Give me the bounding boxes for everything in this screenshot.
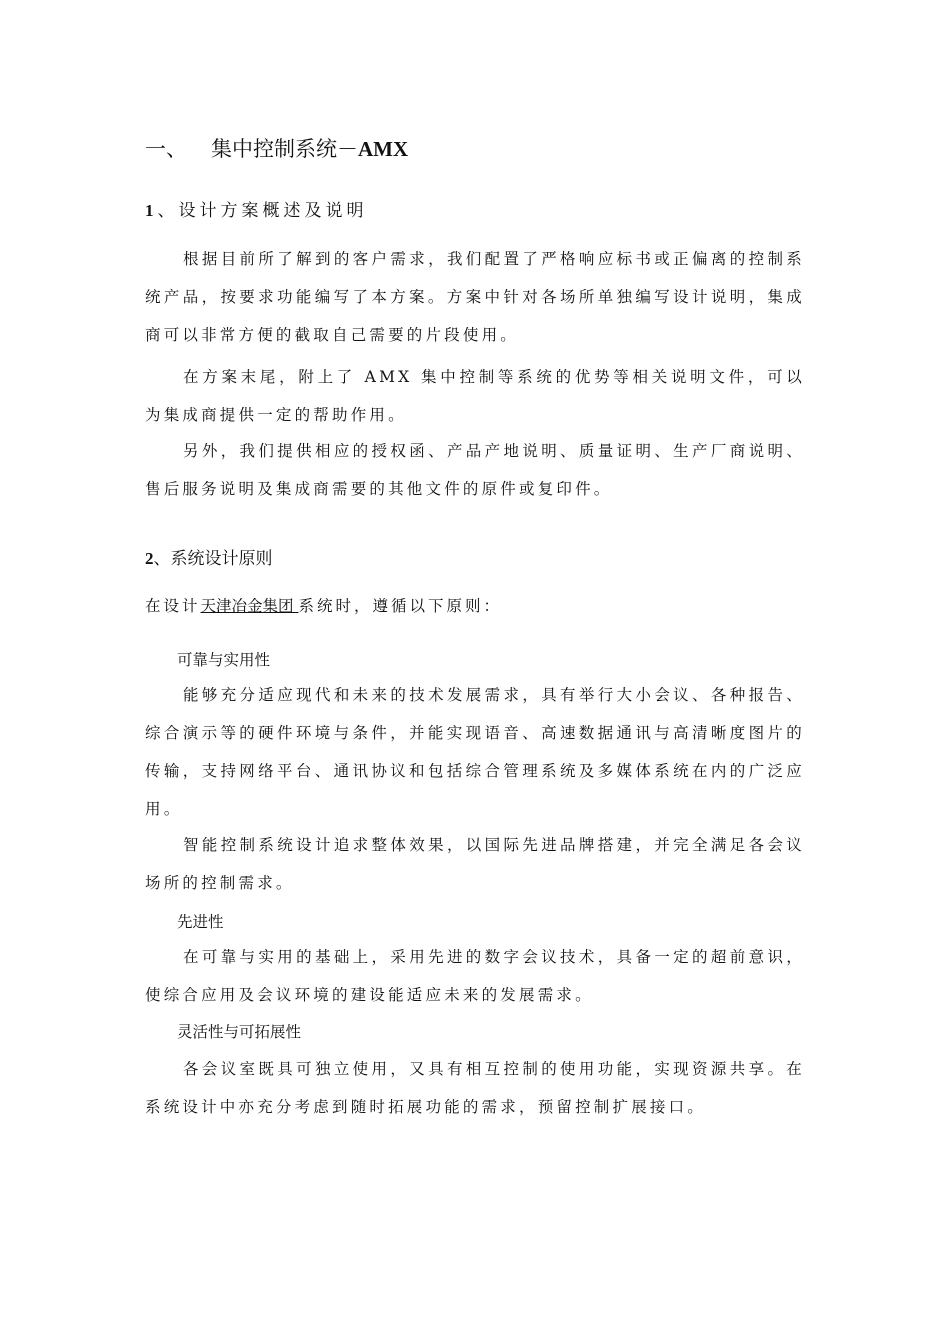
principle-paragraph: 智能控制系统设计追求整体效果，以国际先进品牌搭建，并完全满足各会议场所的控制需求。 <box>145 836 805 892</box>
section-1-paragraph: 在方案末尾，附上了 AMX 集中控制等系统的优势等相关说明文件，可以为集成商提供一定的帮助作用。 <box>145 368 805 424</box>
heading-1-title: 集中控制系统－ <box>211 137 358 161</box>
section-2-title: 、系统设计原则 <box>153 549 273 569</box>
principle-title: 先进性 <box>177 913 224 931</box>
principle-paragraph: 各会议室既具可独立使用，又具有相互控制的使用功能，实现资源共享。在系统设计中亦充分考虑到随时拓展功能的需求，预留控制扩展接口。 <box>145 1060 805 1116</box>
heading-1-title-bold: AMX <box>358 137 409 161</box>
heading-1-number: 一、 <box>145 137 187 161</box>
section-2-intro <box>145 594 502 616</box>
section-1-heading <box>145 196 368 221</box>
principle-title: 可靠与实用性 <box>177 651 271 669</box>
principle-paragraph: 在可靠与实用的基础上，采用先进的数字会议技术，具备一定的超前意识，使综合应用及会议环境的建设能适应未来的发展需求。 <box>145 948 805 1004</box>
section-1-number: 1 <box>145 201 158 220</box>
intro-suffix: 系统时，遵循以下原则： <box>298 597 502 615</box>
heading-1 <box>145 133 408 163</box>
intro-prefix: 在设计 <box>145 597 201 615</box>
principle-paragraph: 能够充分适应现代和未来的技术发展需求，具有举行大小会议、各种报告、综合演示等的硬件环境与条件，并能实现语音、高速数据通讯与高清晰度图片的传输，支持网络平台、通讯协议和包括综合管理系统及多媒体系统在内的广泛应用。 <box>145 686 805 818</box>
principle-title: 灵活性与可拓展性 <box>177 1023 302 1041</box>
section-1-title: 、设计方案概述及说明 <box>157 201 368 221</box>
project-name: 天津冶金集团 <box>200 597 299 615</box>
section-2-heading <box>145 544 273 569</box>
section-1-paragraph: 另外，我们提供相应的授权函、产品产地说明、质量证明、生产厂商说明、售后服务说明及集成商需要的其他文件的原件或复印件。 <box>145 442 805 498</box>
section-2-number: 2 <box>145 549 154 568</box>
section-1-paragraph: 根据目前所了解到的客户需求，我们配置了严格响应标书或正偏离的控制系统产品，按要求功能编写了本方案。方案中针对各场所单独编写设计说明，集成商可以非常方便的截取自己需要的片段使用。 <box>145 250 805 344</box>
